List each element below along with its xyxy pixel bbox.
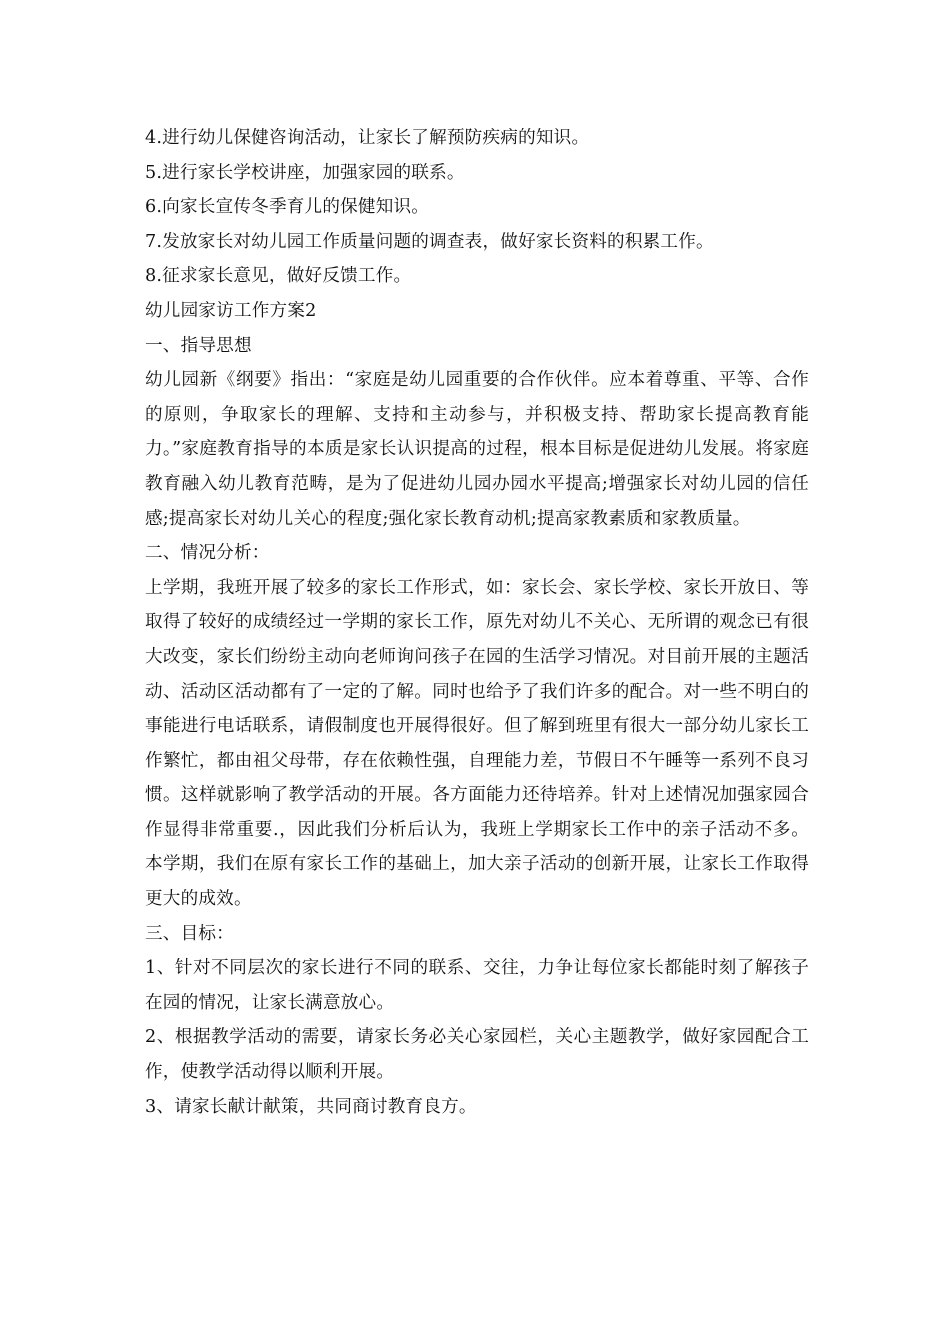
paragraph-situation-analysis: 上学期，我班开展了较多的家长工作形式，如：家长会、家长学校、家长开放日、等取得了较好的成绩经过一学期的家长工作，原先对幼儿不关心、无所谓的观念已有很大改变，家长们纷纷主动向老师询问孩子在园的生活学习情况。对目前开展的主题活动、活动区活动都有了一定的了解。同时也给予了我们许多的配合。对一些不明白的事能进行电话联系，请假制度也开展得很好。但了解到班里有很大一部分幼儿家长工作繁忙，都由祖父母带，存在依赖性强，自理能力差，节假日不午睡等一系列不良习惯。这样就影响了教学活动的开展。各方面能力还待培养。针对上述情况加强家园合作显得非常重要.，因此我们分析后认为，我班上学期家长工作中的亲子活动不多。本学期，我们在原有家长工作的基础上，加大亲子活动的创新开展，让家长工作取得更大的成效。 <box>145 577 809 910</box>
heading-situation-analysis: 二、情况分析： <box>145 543 270 564</box>
goal-item-3: 3、请家长献计献策，共同商讨教育良方。 <box>145 1096 477 1117</box>
heading-guiding-principle: 一、指导思想 <box>145 335 252 356</box>
heading-goals: 三、目标： <box>145 923 234 944</box>
goal-item-1: 1、针对不同层次的家长进行不同的联系、交往，力争让每位家长都能时刻了解孩子在园的情况，让家长满意放心。 <box>145 958 809 1013</box>
goal-item-2: 2、根据教学活动的需要，请家长务必关心家园栏，关心主题教学，做好家园配合工作，使教学活动得以顺利开展。 <box>145 1027 809 1083</box>
list-item-4: 4.进行幼儿保健咨询活动，让家长了解预防疾病的知识。 <box>145 128 590 148</box>
section-title: 幼儿园家访工作方案2 <box>145 300 317 321</box>
list-item-6: 6.向家长宣传冬季育儿的保健知识。 <box>145 197 430 218</box>
document-body <box>145 121 809 1124</box>
paragraph-guiding-principle: 幼儿园新《纲要》指出：“家庭是幼儿园重要的合作伙伴。应本着尊重、平等、合作的原则，争取家长的理解、支持和主动参与，并积极支持、帮助家长提高教育能力。”家庭教育指导的本质是家长认识提高的过程，根本目标是促进幼儿发展。将家庭教育融入幼儿教育范畴，是为了促进幼儿园办园水平提高;增强家长对幼儿园的信任感;提高家长对幼儿关心的程度;强化家长教育动机;提高家教素质和家教质量。 <box>145 370 809 529</box>
list-item-5: 5.进行家长学校讲座，加强家园的联系。 <box>145 162 465 183</box>
list-item-7: 7.发放家长对幼儿园工作质量问题的调查表，做好家长资料的积累工作。 <box>145 231 714 252</box>
list-item-8: 8.征求家长意见，做好反馈工作。 <box>145 266 412 287</box>
